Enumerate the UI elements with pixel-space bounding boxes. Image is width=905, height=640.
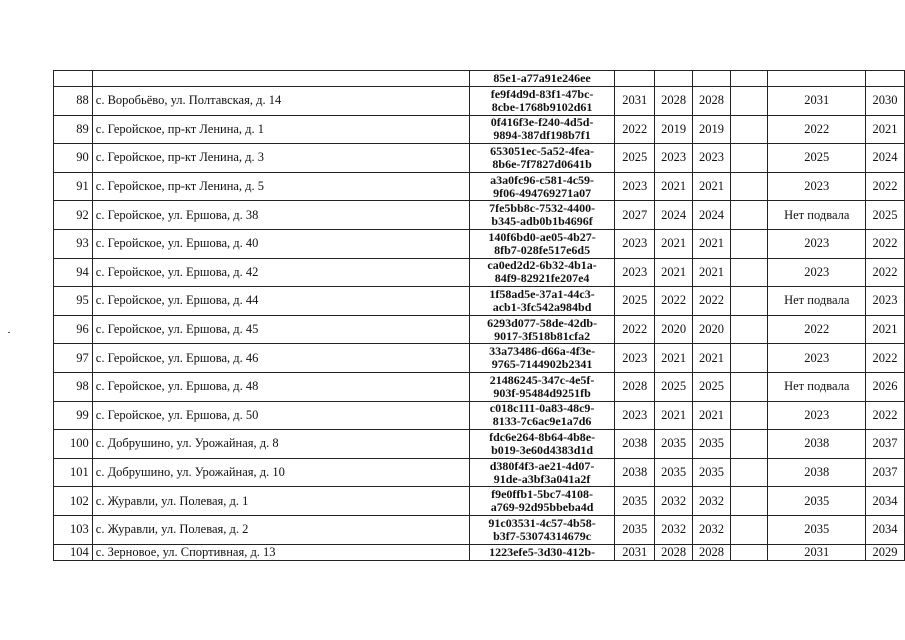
fias-code-line: 9765-7144902b2341: [491, 357, 593, 372]
year-cell-y4: [730, 287, 767, 316]
fias-code-line: f9e0ffb1-5bc7-4108-: [491, 487, 594, 502]
year-cell-y4: [730, 515, 767, 544]
table-body: [54, 71, 905, 561]
row-number: 98: [54, 372, 93, 401]
fias-code-line: 1f58ad5e-37a1-44c3-: [489, 286, 595, 301]
row-number: 97: [54, 344, 93, 373]
fias-code-line: 1223efe5-3d30-412b-: [489, 544, 596, 559]
table-row: [54, 115, 905, 144]
table-row: [54, 229, 905, 258]
fias-code-cell: [469, 487, 615, 516]
year-cell-y5: Нет подвала: [768, 287, 866, 316]
year-cell-y1: 2038: [615, 458, 655, 487]
fias-code-line: a3a0fc96-c581-4c59-: [490, 172, 595, 187]
address-cell: [92, 71, 469, 87]
table-row: [54, 144, 905, 173]
address-cell: с. Зерновое, ул. Спортивная, д. 13: [92, 544, 469, 560]
year-cell-y4: [730, 144, 767, 173]
year-cell-y5: 2022: [768, 115, 866, 144]
table-row: [54, 401, 905, 430]
address-cell: с. Геройское, ул. Ершова, д. 46: [92, 344, 469, 373]
year-cell-y1: 2022: [615, 115, 655, 144]
table-row: [54, 344, 905, 373]
year-cell-y2: 2023: [655, 144, 693, 173]
address-cell: с. Геройское, пр-кт Ленина, д. 3: [92, 144, 469, 173]
row-number: 92: [54, 201, 93, 230]
year-cell-y4: [730, 229, 767, 258]
row-number: 100: [54, 430, 93, 459]
address-cell: с. Журавли, ул. Полевая, д. 2: [92, 515, 469, 544]
fias-code-cell: [469, 172, 615, 201]
year-cell-y6: 2024: [866, 144, 905, 173]
year-cell-y1: 2023: [615, 344, 655, 373]
year-cell-y6: 2022: [866, 172, 905, 201]
address-cell: с. Геройское, ул. Ершова, д. 48: [92, 372, 469, 401]
address-cell: с. Геройское, ул. Ершова, д. 44: [92, 287, 469, 316]
fias-code-line: 6293d077-58de-42db-: [487, 315, 598, 330]
row-number: 99: [54, 401, 93, 430]
fias-code-line: 8133-7c6ac9e1a7d6: [492, 414, 592, 429]
year-cell-y3: 2028: [693, 544, 731, 560]
year-cell-y6: 2034: [866, 515, 905, 544]
year-cell-y3: 2028: [693, 87, 731, 116]
year-cell-y4: [730, 201, 767, 230]
fias-code-line: b345-adb0b1b4696f: [491, 214, 593, 229]
table-row: [54, 87, 905, 116]
year-cell-y3: 2021: [693, 344, 731, 373]
table-row: [54, 71, 905, 87]
year-cell-y1: 2038: [615, 430, 655, 459]
year-cell-y3: 2035: [693, 458, 731, 487]
year-cell-y3: 2024: [693, 201, 731, 230]
fias-code-line: 140f6bd0-ae05-4b27-: [488, 229, 596, 244]
row-number: 90: [54, 144, 93, 173]
year-cell-y5: Нет подвала: [768, 201, 866, 230]
row-number: 95: [54, 287, 93, 316]
address-cell: с. Геройское, ул. Ершова, д. 42: [92, 258, 469, 287]
address-cell: с. Геройское, ул. Ершова, д. 38: [92, 201, 469, 230]
fias-code-cell: [469, 71, 615, 87]
fias-code-line: 9017-3f518b81cfa2: [494, 328, 591, 343]
row-number: 101: [54, 458, 93, 487]
year-cell-y1: 2022: [615, 315, 655, 344]
fias-code-line: b3f7-53074314679c: [493, 528, 592, 543]
table-row: [54, 515, 905, 544]
fias-code-line: 8b6e-7f7827d0641b: [492, 156, 592, 171]
year-cell-y2: 2028: [655, 544, 693, 560]
fias-code-line: fdc6e264-8b64-4b8e-: [489, 429, 596, 444]
row-number: 96: [54, 315, 93, 344]
table-row: [54, 258, 905, 287]
fias-code-line: acb1-3fc542a984bd: [492, 299, 592, 314]
fias-code-line: 0f416f3e-f240-4d5d-: [490, 115, 594, 130]
fias-code-cell: [469, 458, 615, 487]
year-cell-y2: 2021: [655, 258, 693, 287]
fias-code-cell: [469, 401, 615, 430]
row-number: 94: [54, 258, 93, 287]
year-cell-y6: [866, 71, 905, 87]
year-cell-y5: 2025: [768, 144, 866, 173]
year-cell-y2: 2021: [655, 344, 693, 373]
year-cell-y2: 2024: [655, 201, 693, 230]
row-number: 103: [54, 515, 93, 544]
year-cell-y4: [730, 487, 767, 516]
fias-code-line: 85e1-a77a91e246ee: [493, 71, 591, 85]
year-cell-y1: 2035: [615, 515, 655, 544]
fias-code-line: 84f9-82921fe207e4: [494, 271, 590, 286]
year-cell-y1: 2025: [615, 287, 655, 316]
year-cell-y4: [730, 115, 767, 144]
fias-code-cell: [469, 372, 615, 401]
year-cell-y5: 2038: [768, 430, 866, 459]
year-cell-y3: 2019: [693, 115, 731, 144]
year-cell-y4: [730, 172, 767, 201]
year-cell-y2: 2035: [655, 458, 693, 487]
address-cell: с. Геройское, ул. Ершова, д. 45: [92, 315, 469, 344]
year-cell-y4: [730, 544, 767, 560]
address-cell: с. Добрушино, ул. Урожайная, д. 10: [92, 458, 469, 487]
year-cell-y6: 2022: [866, 229, 905, 258]
year-cell-y2: 2028: [655, 87, 693, 116]
fias-code-line: d380f4f3-ae21-4d07-: [489, 458, 595, 473]
year-cell-y3: 2032: [693, 515, 731, 544]
year-cell-y5: 2038: [768, 458, 866, 487]
year-cell-y1: 2023: [615, 258, 655, 287]
table-row: [54, 287, 905, 316]
row-number: 102: [54, 487, 93, 516]
year-cell-y3: 2023: [693, 144, 731, 173]
year-cell-y2: 2021: [655, 229, 693, 258]
year-cell-y1: [615, 71, 655, 87]
year-cell-y2: 2020: [655, 315, 693, 344]
fias-code-cell: [469, 229, 615, 258]
row-number: 91: [54, 172, 93, 201]
year-cell-y3: 2032: [693, 487, 731, 516]
address-cell: с. Журавли, ул. Полевая, д. 1: [92, 487, 469, 516]
table-row: [54, 430, 905, 459]
year-cell-y4: [730, 315, 767, 344]
fias-code-cell: [469, 515, 615, 544]
year-cell-y3: 2020: [693, 315, 731, 344]
fias-code-line: 21486245-347c-4e5f-: [489, 372, 595, 387]
year-cell-y1: 2035: [615, 487, 655, 516]
fias-code-cell: [469, 115, 615, 144]
year-cell-y5: 2023: [768, 401, 866, 430]
fias-code-cell: [469, 258, 615, 287]
fias-code-line: b019-3e60d4383d1d: [491, 442, 594, 457]
year-cell-y2: 2035: [655, 430, 693, 459]
year-cell-y6: 2034: [866, 487, 905, 516]
fias-code-line: 7fe5bb8c-7532-4400-: [489, 201, 596, 216]
row-number: 93: [54, 229, 93, 258]
address-cell: с. Геройское, ул. Ершова, д. 40: [92, 229, 469, 258]
year-cell-y2: 2021: [655, 172, 693, 201]
table-row: [54, 544, 905, 560]
year-cell-y5: 2023: [768, 258, 866, 287]
year-cell-y2: 2025: [655, 372, 693, 401]
year-cell-y6: 2022: [866, 401, 905, 430]
address-cell: с. Геройское, пр-кт Ленина, д. 5: [92, 172, 469, 201]
fias-code-cell: [469, 344, 615, 373]
year-cell-y6: 2022: [866, 344, 905, 373]
year-cell-y4: [730, 258, 767, 287]
table-row: [54, 172, 905, 201]
address-cell: с. Геройское, ул. Ершова, д. 50: [92, 401, 469, 430]
year-cell-y5: 2035: [768, 487, 866, 516]
fias-code-cell: [469, 287, 615, 316]
year-cell-y5: 2022: [768, 315, 866, 344]
row-number: 89: [54, 115, 93, 144]
year-cell-y6: 2026: [866, 372, 905, 401]
housing-schedule-table: [53, 70, 905, 561]
year-cell-y1: 2031: [615, 87, 655, 116]
fias-code-line: 9894-387df198b7f1: [493, 128, 591, 143]
fias-code-line: 903f-95484d9251fb: [493, 385, 591, 400]
row-number: 104: [54, 544, 93, 560]
year-cell-y6: 2037: [866, 458, 905, 487]
fias-code-cell: [469, 144, 615, 173]
fias-code-line: 9f06-494769271a07: [493, 185, 592, 200]
year-cell-y6: 2021: [866, 315, 905, 344]
fias-code-cell: [469, 201, 615, 230]
fias-code-line: 33a73486-d66a-4f3e-: [489, 344, 596, 359]
year-cell-y5: [768, 71, 866, 87]
fias-code-cell: [469, 430, 615, 459]
fias-code-line: fe9f4d9d-83f1-47bc-: [490, 86, 594, 101]
year-cell-y5: 2035: [768, 515, 866, 544]
year-cell-y1: 2027: [615, 201, 655, 230]
year-cell-y1: 2028: [615, 372, 655, 401]
year-cell-y5: 2023: [768, 344, 866, 373]
table-row: [54, 201, 905, 230]
address-cell: с. Геройское, пр-кт Ленина, д. 1: [92, 115, 469, 144]
year-cell-y4: [730, 458, 767, 487]
fias-code-cell: [469, 315, 615, 344]
scan-edge-mark: [8, 332, 10, 333]
address-cell: с. Воробьёво, ул. Полтавская, д. 14: [92, 87, 469, 116]
table-row: [54, 372, 905, 401]
fias-code-line: c018c111-0a83-48c9-: [489, 401, 595, 416]
fias-code-cell: [469, 87, 615, 116]
year-cell-y4: [730, 401, 767, 430]
year-cell-y2: [655, 71, 693, 87]
year-cell-y1: 2023: [615, 229, 655, 258]
year-cell-y6: 2025: [866, 201, 905, 230]
year-cell-y4: [730, 71, 767, 87]
year-cell-y5: 2023: [768, 172, 866, 201]
year-cell-y3: 2035: [693, 430, 731, 459]
year-cell-y2: 2019: [655, 115, 693, 144]
year-cell-y5: 2031: [768, 544, 866, 560]
table-row: [54, 315, 905, 344]
year-cell-y2: 2032: [655, 515, 693, 544]
fias-code-cell: [469, 544, 615, 560]
year-cell-y3: [693, 71, 731, 87]
year-cell-y6: 2029: [866, 544, 905, 560]
fias-code-line: 8cbe-1768b9102d61: [491, 99, 593, 114]
year-cell-y4: [730, 87, 767, 116]
year-cell-y6: 2022: [866, 258, 905, 287]
year-cell-y3: 2021: [693, 401, 731, 430]
fias-code-line: 91de-a3bf3a041a2f: [493, 471, 591, 486]
year-cell-y4: [730, 372, 767, 401]
row-number: 88: [54, 87, 93, 116]
year-cell-y3: 2022: [693, 287, 731, 316]
year-cell-y4: [730, 344, 767, 373]
year-cell-y1: 2023: [615, 401, 655, 430]
year-cell-y1: 2031: [615, 544, 655, 560]
year-cell-y1: 2023: [615, 172, 655, 201]
fias-code-line: 91c03531-4c57-4b58-: [488, 515, 596, 530]
year-cell-y3: 2021: [693, 258, 731, 287]
year-cell-y5: 2023: [768, 229, 866, 258]
address-cell: с. Добрушино, ул. Урожайная, д. 8: [92, 430, 469, 459]
year-cell-y2: 2021: [655, 401, 693, 430]
year-cell-y3: 2021: [693, 172, 731, 201]
year-cell-y5: 2031: [768, 87, 866, 116]
year-cell-y6: 2030: [866, 87, 905, 116]
table-row: [54, 458, 905, 487]
fias-code-line: 653051ec-5a52-4fea-: [490, 143, 595, 158]
fias-code-line: ca0ed2d2-6b32-4b1a-: [487, 258, 597, 273]
fias-code-line: 8fb7-028fe517e6d5: [494, 242, 591, 257]
year-cell-y6: 2023: [866, 287, 905, 316]
year-cell-y2: 2022: [655, 287, 693, 316]
year-cell-y4: [730, 430, 767, 459]
table-row: [54, 487, 905, 516]
year-cell-y6: 2021: [866, 115, 905, 144]
year-cell-y6: 2037: [866, 430, 905, 459]
year-cell-y3: 2025: [693, 372, 731, 401]
row-number: [54, 71, 93, 87]
year-cell-y1: 2025: [615, 144, 655, 173]
year-cell-y5: Нет подвала: [768, 372, 866, 401]
fias-code-line: a769-92d95bbeba4d: [490, 500, 594, 515]
year-cell-y3: 2021: [693, 229, 731, 258]
year-cell-y2: 2032: [655, 487, 693, 516]
